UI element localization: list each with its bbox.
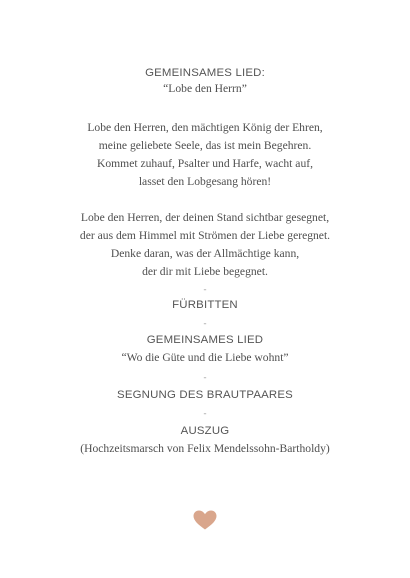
intercessions-heading: FÜRBITTEN — [172, 299, 238, 311]
verse1-line-1: Lobe den Herren, den mächtigen König der Ehren, — [87, 121, 323, 134]
separator: - — [203, 318, 207, 328]
song1-heading: GEMEINSAMES LIED: — [145, 67, 265, 79]
separator: - — [203, 284, 207, 294]
blessing-heading: SEGNUNG DES BRAUTPAARES — [117, 389, 293, 401]
song2-heading: GEMEINSAMES LIED — [146, 334, 264, 346]
song2-title: “Wo die Güte und die Liebe wohnt” — [121, 351, 289, 364]
verse2-line-3: Denke daran, was der Allmächtige kann, — [110, 247, 300, 260]
verse2-line-4: der dir mit Liebe begegnet. — [142, 265, 268, 278]
song1-title: “Lobe den Herrn” — [163, 82, 247, 95]
verse2-line-1: Lobe den Herren, der deinen Stand sichtbar gesegnet, — [80, 211, 330, 224]
recessional-note: (Hochzeitsmarsch von Felix Mendelssohn-Bartholdy) — [80, 442, 330, 455]
verse1-line-2: meine geliebete Seele, das ist mein Begehren. — [98, 139, 312, 152]
verse1-line-3: Kommet zuhauf, Psalter und Harfe, wacht auf, — [96, 157, 314, 170]
heart-icon — [193, 510, 217, 530]
separator: - — [203, 372, 207, 382]
recessional-heading: AUSZUG — [180, 425, 230, 437]
separator: - — [203, 408, 207, 418]
verse1-line-4: lasset den Lobgesang hören! — [138, 175, 272, 188]
verse2-line-2: der aus dem Himmel mit Strömen der Liebe geregnet. — [79, 229, 331, 242]
